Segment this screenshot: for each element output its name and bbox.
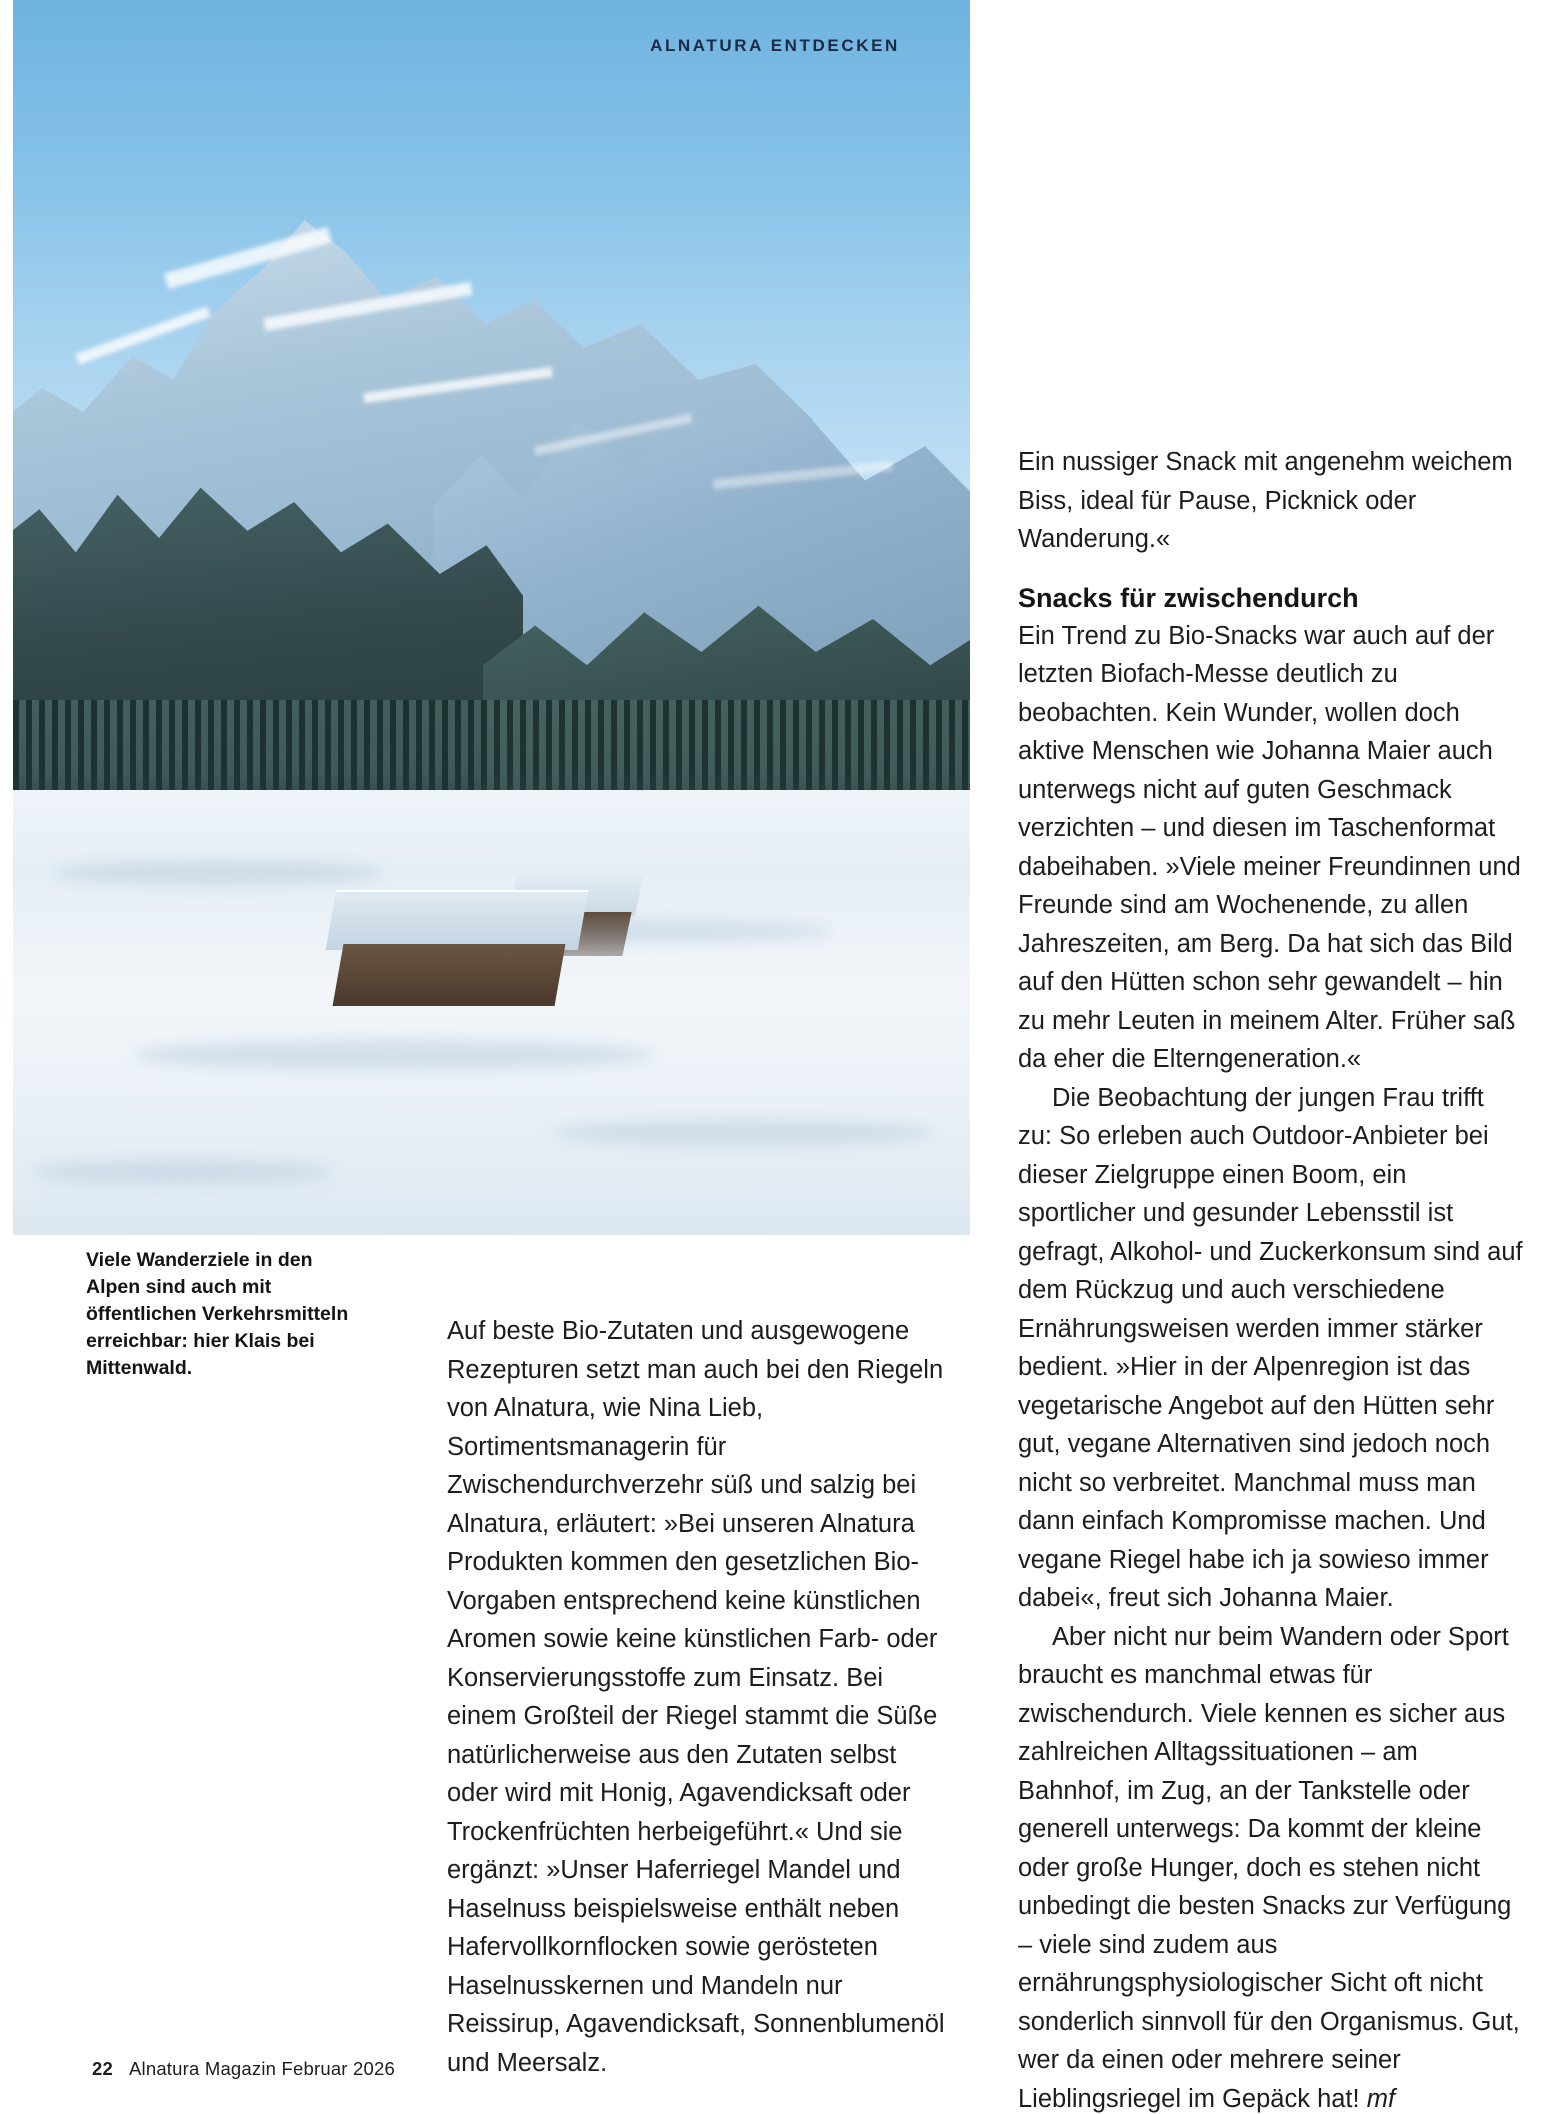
page-number: 22 <box>92 2058 113 2079</box>
snow-shadow <box>133 1040 653 1070</box>
middle-text-column <box>447 1312 952 2082</box>
running-head: ALNATURA ENTDECKEN <box>650 36 900 55</box>
snow-shadow <box>553 1120 933 1146</box>
lead-paragraph: Ein nussiger Snack mit angenehm weichem Biss, ideal für Pause, Picknick oder Wanderung.« <box>1018 448 1513 553</box>
author-initials: mf <box>1366 2084 1396 2113</box>
paragraph-final <box>1018 1618 1523 2114</box>
snow-shadow <box>53 860 383 886</box>
paragraph: Ein Trend zu Bio-Snacks war auch auf der letzten Biofach-Messe deutlich zu beobachten. Kein Wunder, wollen doch aktive Menschen wie Johanna Maier auch unterwegs nicht auf guten Geschmack verzichten – und diesen im Taschenformat dabeihaben. »Viele meiner Freundinnen und Freunde sind am Wochenende, zu allen Jahreszeiten, am Berg. Da hat sich das Bild auf den Hütten schon sehr gewandelt – hin zu mehr Leuten in meinem Alter. Früher saß da eher die Elterngeneration.« <box>1018 621 1521 1073</box>
snowfield <box>13 790 970 1235</box>
page-footer <box>92 2058 395 2080</box>
photo-caption: Viele Wanderziele in den Alpen sind auch mit öffentlichen Verkehrsmitteln erreichbar: hier Klais bei Mittenwald. <box>86 1249 349 1379</box>
paragraph-text: Aber nicht nur beim Wandern oder Sport braucht es manchmal etwas für zwischendurch. Viele kennen es sicher aus zahlreichen Alltagssituationen – am Bahnhof, im Zug, an der Tankstelle oder generell unterwegs: Da kommt der kleine oder große Hunger, doch es stehen nicht unbedingt die besten Snacks zur Verfügung – viele sind zudem aus ernährungsphysiologischer Sicht oft nicht sonderlich sinnvoll für den Organismus. Gut, wer da einen oder mehrere seiner Lieblingsriegel im Gepäck hat! <box>1018 1622 1520 2113</box>
paragraph: Auf beste Bio-Zutaten und ausgewogene Rezepturen setzt man auch bei den Riegeln von Alnatura, wie Nina Lieb, Sortimentsmanagerin für Zwischendurchverzehr süß und salzig bei Alnatura, erläutert: »Bei unseren Alnatura Produkten kommen den gesetzlichen Bio-Vorgaben entsprechend keine künstlichen Aromen sowie keine künstlichen Farb- oder Konservierungsstoffe zum Einsatz. Bei einem Großteil der Riegel stammt die Süße natürlicherweise aus den Zutaten selbst oder wird mit Honig, Agavendicksaft oder Trockenfrüchten herbeigeführt.« Und sie ergänzt: »Unser Haferriegel Mandel und Haselnuss beispielsweise enthält neben Hafervollkornflocken sowie gerösteten Haselnusskernen und Mandeln nur Reissirup, Agavendicksaft, Sonnenblumenöl und Meersalz. <box>447 1317 945 2077</box>
magazine-title: Alnatura Magazin Februar 2026 <box>128 2058 395 2079</box>
hut-main-roof <box>326 890 589 950</box>
section-subheading: Snacks für zwischendurch <box>1018 582 1359 613</box>
right-text-column <box>1018 443 1523 2114</box>
paragraph: Die Beobachtung der jungen Frau trifft zu: So erleben auch Outdoor-Anbieter bei dieser Zielgruppe einen Boom, ein sportlicher und gesunder Lebensstil ist gefragt, Alkohol- und Zuckerkonsum sind auf dem Rückzug und auch verschiedene Ernährungsweisen werden immer stärker bedient. »Hier in der Alpenregion ist das vegetarische Angebot auf den Hütten sehr gut, vegane Alternativen sind jedoch noch nicht so verbreitet. Manchmal muss man dann einfach Kompromisse machen. Und vegane Riegel habe ich ja sowieso immer dabei«, freut sich Johanna Maier. <box>1018 1083 1523 1612</box>
winter-alpine-landscape-photo <box>13 0 970 1235</box>
snow-shadow <box>33 1160 333 1184</box>
hut-main-body <box>333 944 566 1006</box>
